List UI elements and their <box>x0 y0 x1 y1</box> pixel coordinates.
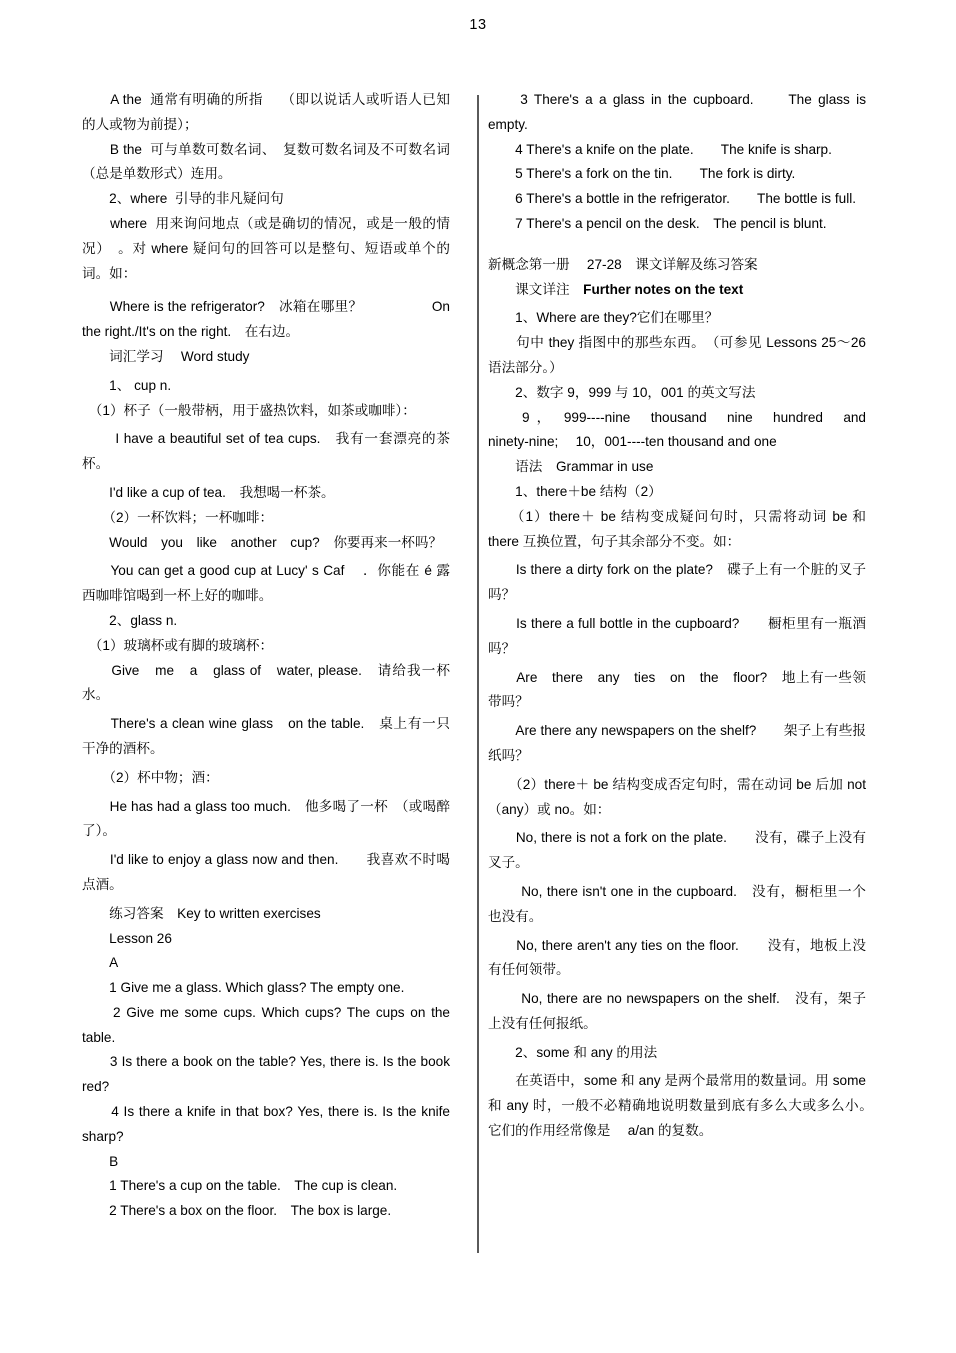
answer-item: 3 Is there a book on the table? Yes, there is. Is the book red? <box>82 1054 454 1095</box>
answer-item: 7 There's a pencil on the desk. The pencil is blunt. <box>488 215 827 231</box>
paragraph: I'd like to enjoy a glass now and then. 我喜欢不时喝点酒。 <box>82 852 450 892</box>
paragraph: Would you like another cup? 你要再来一杯吗？ <box>82 534 443 550</box>
note-item: （1）there＋ be 结构变成疑问句时，只需将动词 be 和 there 互换位置，句子其余部分不变。如： <box>488 508 870 549</box>
paragraph: B the 可与单数可数名词、 复数可数名词及不可数名词（总是单数形式）连用。 <box>82 141 450 182</box>
answer-item: 4 There's a knife on the plate. The knife is sharp. <box>488 141 832 157</box>
paragraph: where 用来询问地点（或是确切的情况，或是一般的情况） 。对 where 疑问句的回答可以是整句、短语或单个的词。如： <box>82 215 450 281</box>
paragraph: He has had a glass too much. 他多喝了一杯 （或喝醉了）。 <box>82 798 450 839</box>
example-item: No, there isn't one in the cupboard. 没有，橱柜里一个也没有。 <box>488 883 866 924</box>
subsection-heading <box>488 278 866 303</box>
two-column-body <box>0 88 956 1268</box>
left-column <box>82 88 454 1224</box>
note-item: （2）there＋ be 结构变成否定句时，需在动词 be 后加 not（any）或 no。如： <box>488 776 866 817</box>
note-item: 在英语中，some 和 any 是两个最常用的数量词。用 some 和 any 时，一般不必精确地说明数量到底有多么大或多么小。 它们的作用经常像是 a/an 的复数。 <box>488 1073 880 1139</box>
paragraph: A the 通常有明确的所指 （即以说话人或听语人已知的人或物为前提）； <box>82 92 450 132</box>
paragraph: Where is the refrigerator? 冰箱在哪里？ On the right./It's on the right. 在右边。 <box>82 299 454 340</box>
paragraph: I'd like a cup of tea. 我想喝一杯茶。 <box>82 484 335 500</box>
paragraph: There's a clean wine glass on the table. 桌上有一只干净的酒杯。 <box>82 716 450 756</box>
section-title: 新概念第一册 27-28 课文详解及练习答案 <box>488 256 758 272</box>
example-item: No, there is not a fork on the plate. 没有，碟子上没有叉子。 <box>488 830 866 871</box>
paragraph: 2、glass n. <box>82 612 178 628</box>
paragraph: （1）玻璃杯或有脚的玻璃杯： <box>82 637 274 653</box>
answer-item: 1 Give me a glass. Which glass? The empty one. <box>82 980 405 996</box>
paragraph: I have a beautiful set of tea cups. 我有一套漂亮的茶杯。 <box>82 431 450 472</box>
paragraph: （1）杯子（一般带柄，用于盛热饮料，如茶或咖啡）： <box>82 402 416 418</box>
lesson-label: Lesson 26 <box>82 930 172 946</box>
example-item: Are there any newspapers on the shelf? 架子上有些报纸吗？ <box>488 723 866 763</box>
page-number: 13 <box>469 17 487 33</box>
exercise-group-label-a: A <box>82 955 119 971</box>
note-item: 2、some 和 any 的用法 <box>488 1044 658 1060</box>
answer-item: 2 There's a box on the floor. The box is large. <box>82 1203 392 1219</box>
example-item: Are there any ties on the floor? 地上有一些领带吗？ <box>488 669 866 710</box>
answer-item: 1 There's a cup on the table. The cup is clean. <box>82 1178 398 1194</box>
note-item: 1、Where are they?它们在哪里？ <box>488 310 719 326</box>
subsection-title-en: Further notes on the text <box>583 281 744 297</box>
paragraph: （2）一杯饮料；一杯咖啡： <box>82 509 274 525</box>
paragraph: 1、 cup n. <box>82 377 172 393</box>
answer-item: 4 Is there a knife in that box? Yes, there is. Is the knife sharp? <box>82 1104 454 1144</box>
exercise-group-label-b: B <box>82 1153 119 1169</box>
paragraph: 2、where 引导的非凡疑问句 <box>82 191 284 207</box>
example-item: No, there aren't any ties on the floor. 没有，地板上没有任何领带。 <box>488 937 866 978</box>
section-heading-word-study: 词汇学习 Word study <box>82 348 250 364</box>
example-item: Is there a full bottle in the cupboard? 橱柜里有一瓶酒吗？ <box>488 615 866 656</box>
note-item: 9 ， 999----nine thousand nine hundred and ninety-nine; 10，001----ten thousand and one <box>488 409 870 450</box>
answer-item: 6 There's a bottle in the refrigerator. The bottle is full. <box>488 191 857 207</box>
answer-item: 3 There's a a glass in the cupboard. The glass is empty. <box>488 92 870 132</box>
note-item: 句中 they 指图中的那些东西。 （可参见 Lessons 25～26 语法部分。） <box>488 335 870 375</box>
answer-item: 2 Give me some cups. Which cups? The cups on the table. <box>82 1004 454 1045</box>
example-item: Is there a dirty fork on the plate? 碟子上有一个脏的叉子吗？ <box>488 562 866 603</box>
example-item: No, there are no newspapers on the shelf. 没有，架子上没有任何报纸。 <box>488 991 866 1031</box>
paragraph: Give me a glass of water, please. 请给我一杯水。 <box>82 662 450 703</box>
section-heading-grammar: 语法 Grammar in use <box>488 459 654 475</box>
subsection-label: 课文详注 <box>488 281 584 297</box>
answer-item: 5 There's a fork on the tin. The fork is dirty. <box>488 166 796 182</box>
note-item: 1、there＋be 结构（2） <box>488 483 662 499</box>
paragraph: （2）杯中物；酒： <box>82 769 219 785</box>
note-item: 2、数字 9，999 与 10，001 的英文写法 <box>488 384 756 400</box>
paragraph: You can get a good cup at Lucy' s Caf ．你能在 é 露西咖啡馆喝到一杯上好的咖啡。 <box>82 563 450 604</box>
section-spacer <box>488 237 866 253</box>
section-heading-key-to-exercises: 练习答案 Key to written exercises <box>82 905 321 921</box>
right-column <box>488 88 880 1144</box>
